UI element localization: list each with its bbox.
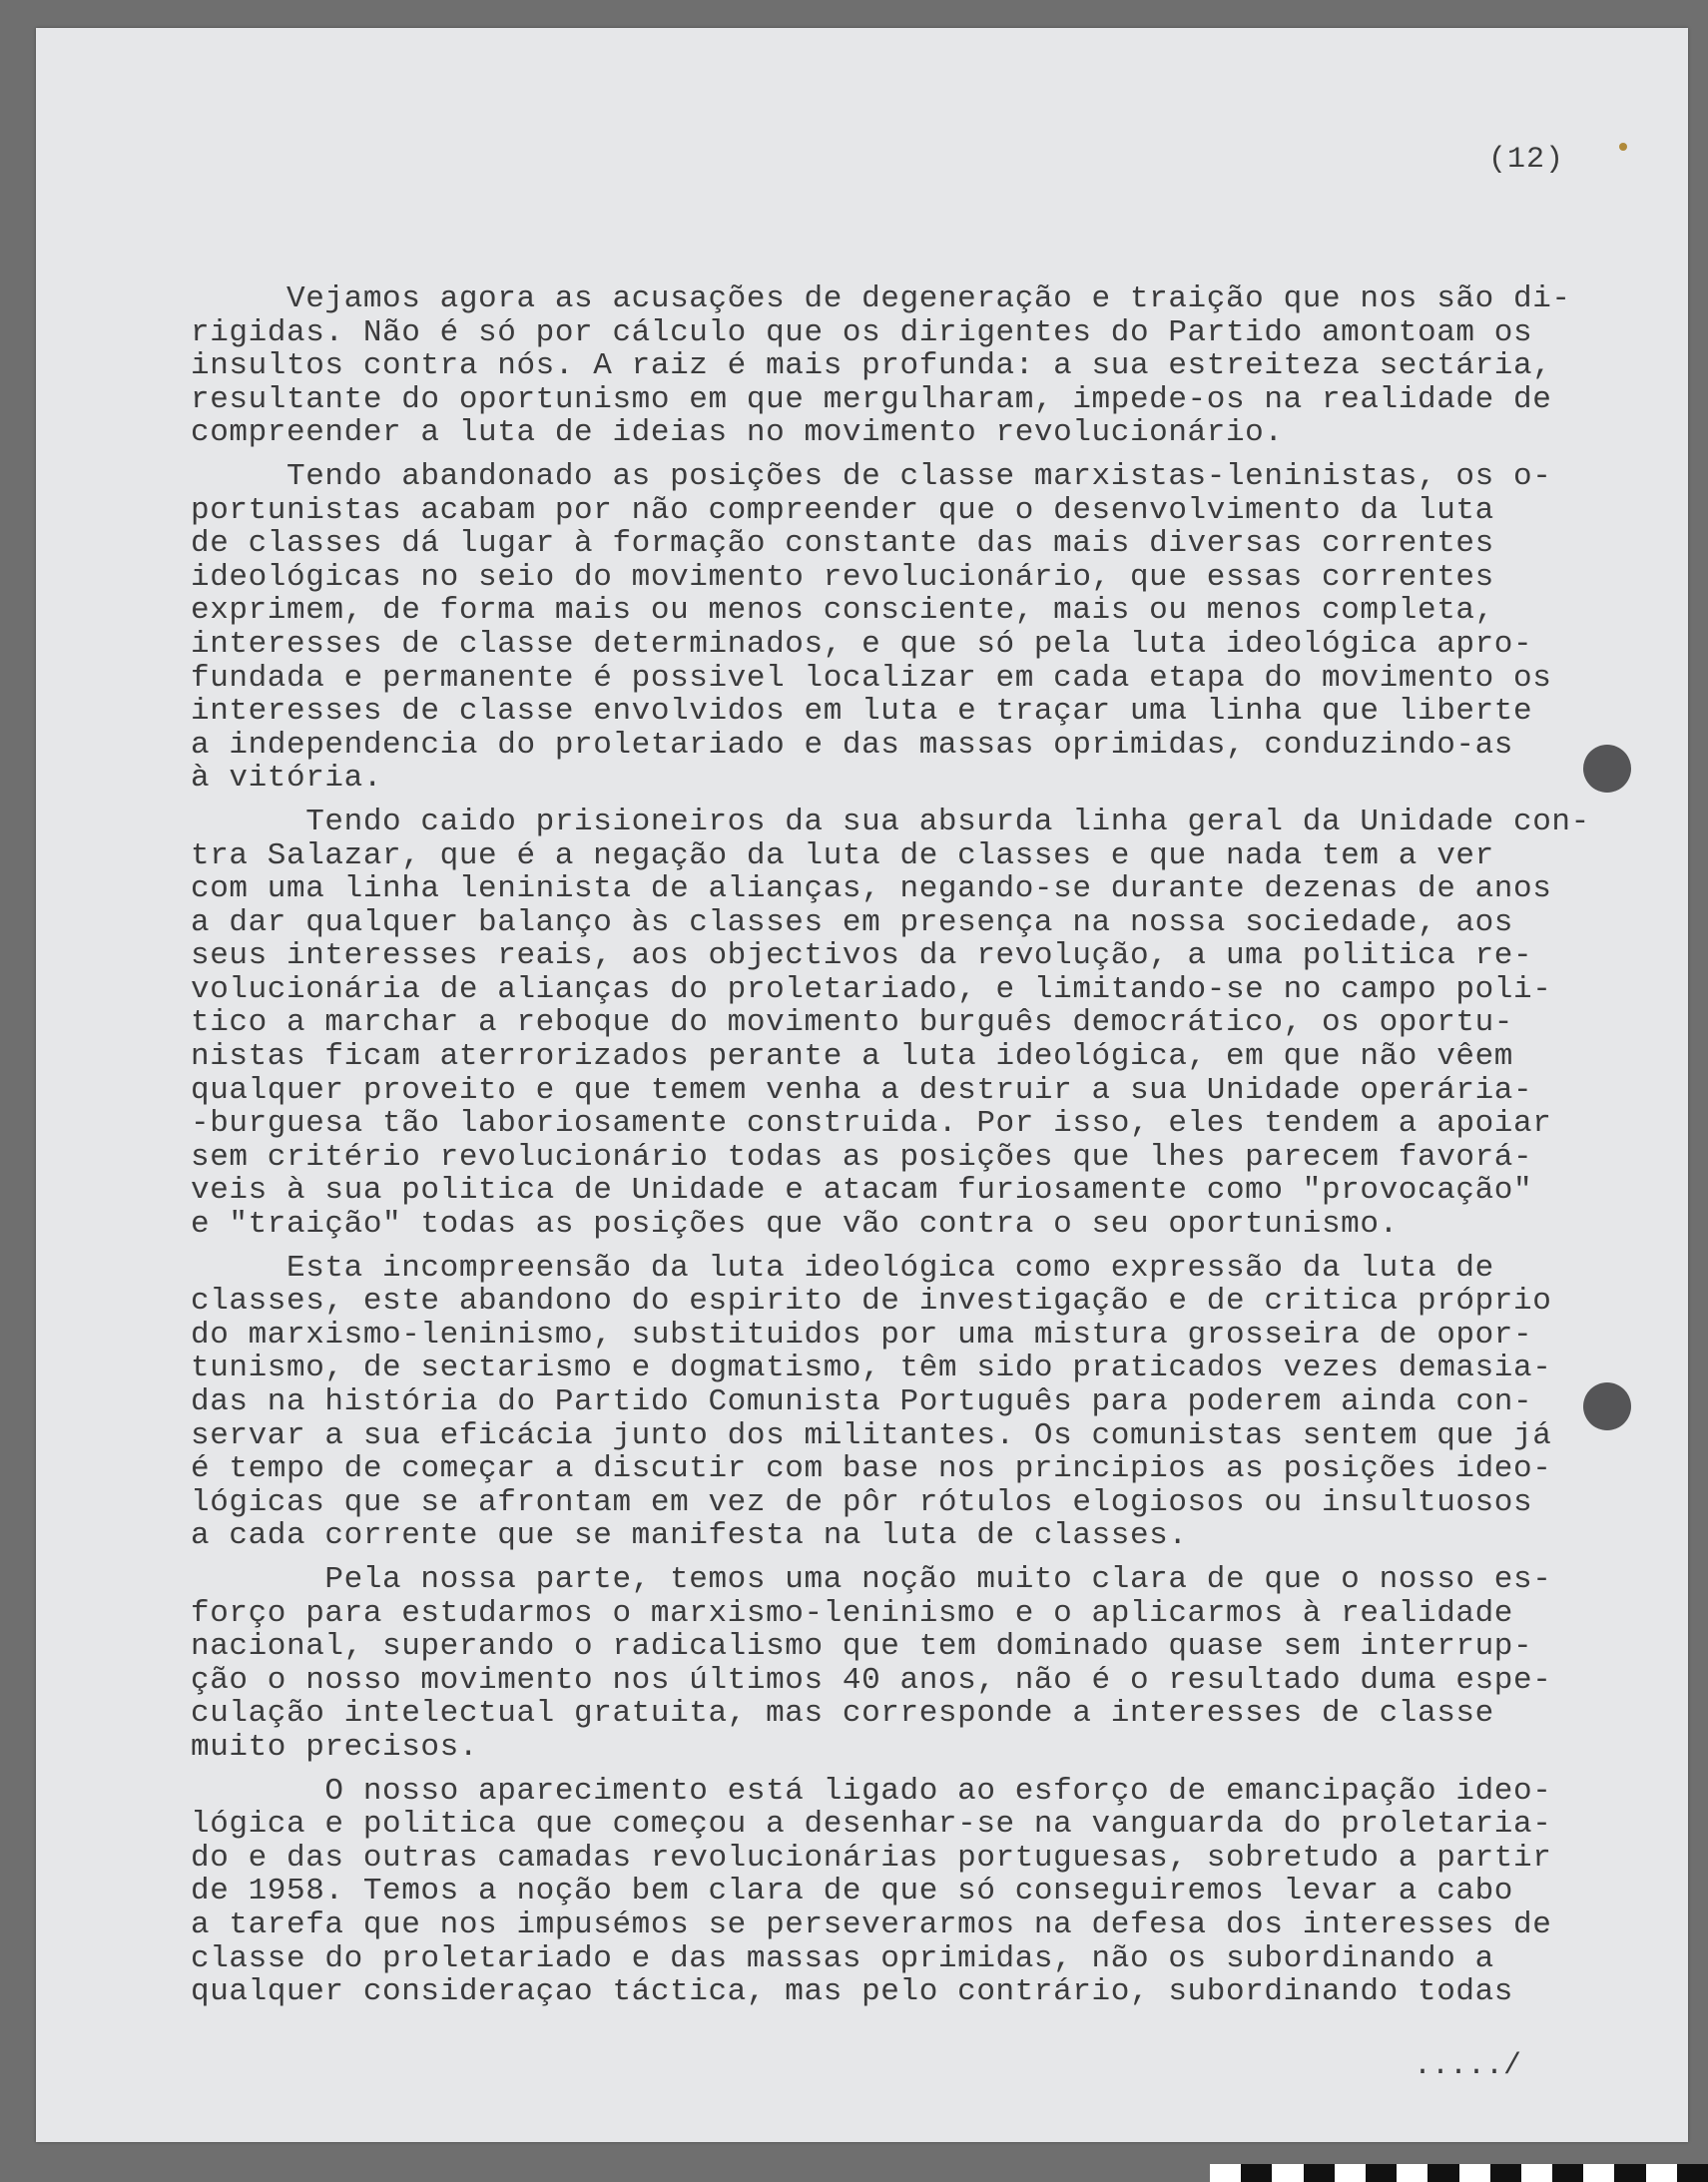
calibration-segment [1490, 2164, 1521, 2182]
continuation-mark: ...../ [1414, 2049, 1522, 2083]
calibration-segment [1427, 2164, 1458, 2182]
calibration-segment [1272, 2164, 1303, 2182]
punch-hole-bottom [1583, 1382, 1631, 1430]
paragraph-5: Pela nossa parte, temos uma noção muito clara de que o nosso es- forço para estudarmos o marxismo-leninismo e o aplicarmos à realidade nacional, superando o radicalismo que tem dominado quase sem interrup- ção o nosso movimento nos últimos 40 anos, não é o resultado duma espe- culação intelectual gratuita, mas corresponde a interesses de classe muito precisos. [191, 1562, 1552, 1765]
calibration-segment [1335, 2164, 1366, 2182]
calibration-segment [1397, 2164, 1427, 2182]
calibration-segment [1677, 2164, 1708, 2182]
paragraph-1: Vejamos agora as acusações de degeneração e traição que nos são di- rigidas. Não é só por cálculo que os dirigentes do Partido amontoam os insultos contra nós. A raiz é mais profunda: a sua estreiteza sectária, resultante do oportunismo em que mergulharam, impede-os na realidade de compreender a luta de ideias no movimento revolucionário. [191, 282, 1571, 450]
calibration-segment [1614, 2164, 1645, 2182]
document-page [36, 28, 1688, 2142]
calibration-segment [1583, 2164, 1614, 2182]
calibration-segment [1304, 2164, 1335, 2182]
page-number: (12) [1488, 143, 1565, 177]
calibration-segment [1210, 2164, 1241, 2182]
paragraph-4: Esta incompreensão da luta ideológica como expressão da luta de classes, este abandono do espirito de investigação e de critica próprio do marxismo-leninismo, substituidos por uma mistura grosseira de opor- tunismo, de sectarismo e dogmatismo, têm sido praticados vezes demasia- das na história do Partido Comunista Português para poderem ainda con- servar a sua eficácia junto dos militantes. Os comunistas sentem que já é tempo de começar a discutir com base nos principios as posições ideo- lógicas que se afrontam em vez de pôr rótulos elogiosos ou insultuosos a cada corrente que se manifesta na luta de classes. [191, 1251, 1552, 1553]
punch-hole-top [1583, 745, 1631, 793]
paragraph-2: Tendo abandonado as posições de classe marxistas-leninistas, os o- portunistas acabam por não compreender que o desenvolvimento da luta de classes dá lugar à formação constante das mais diversas correntes ideológicas no seio do movimento revolucionário, que essas correntes exprimem, de forma mais ou menos consciente, mais ou menos completa, interesses de classe determinados, e que só pela luta ideológica apro- fundada e permanente é possivel localizar em cada etapa do movimento os interesses de classe envolvidos em luta e traçar uma linha que liberte a independencia do proletariado e das massas oprimidas, conduzindo-as à vitória. [191, 459, 1552, 796]
paragraph-6: O nosso aparecimento está ligado ao esforço de emancipação ideo- lógica e politica que começou a desenhar-se na vanguarda do proletaria- do e das outras camadas revolucionárias portuguesas, sobretudo a partir de 1958. Temos a noção bem clara de que só conseguiremos levar a cabo a tarefa que nos impusémos se perseverarmos na defesa dos interesses de classe do proletariado e das massas oprimidas, não os subordinando a qualquer consideraçao táctica, mas pelo contrário, subordinando todas [191, 1774, 1552, 2009]
calibration-segment [1459, 2164, 1490, 2182]
calibration-segment [1241, 2164, 1272, 2182]
body-text [191, 282, 1643, 2019]
ink-stain [1619, 143, 1627, 151]
paragraph-3: Tendo caido prisioneiros da sua absurda linha geral da Unidade con- tra Salazar, que é a negação da luta de classes e que nada tem a ver com uma linha leninista de alianças, negando-se durante dezenas de anos a dar qualquer balanço às classes em presença na nossa sociedade, aos seus interesses reais, aos objectivos da revolução, a uma politica re- volucionária de alianças do proletariado, e limitando-se no campo poli- tico a marchar a reboque do movimento burguês democrático, os oportu- nistas ficam aterrorizados perante a luta ideológica, em que não vêem qualquer proveito e que temem venha a destruir a sua Unidade operária- -burguesa tão laboriosamente construida. Por isso, eles tendem a apoiar sem critério revolucionário todas as posições que lhes parecem favorá- veis à sua politica de Unidade e atacam furiosamente como "provocação" e "traição" todas as posições que vão contra o seu oportunismo. [191, 805, 1590, 1242]
calibration-segment [1646, 2164, 1677, 2182]
calibration-segment [1366, 2164, 1397, 2182]
calibration-segment [1552, 2164, 1583, 2182]
scan-calibration-bar [1210, 2164, 1708, 2182]
calibration-segment [1521, 2164, 1552, 2182]
